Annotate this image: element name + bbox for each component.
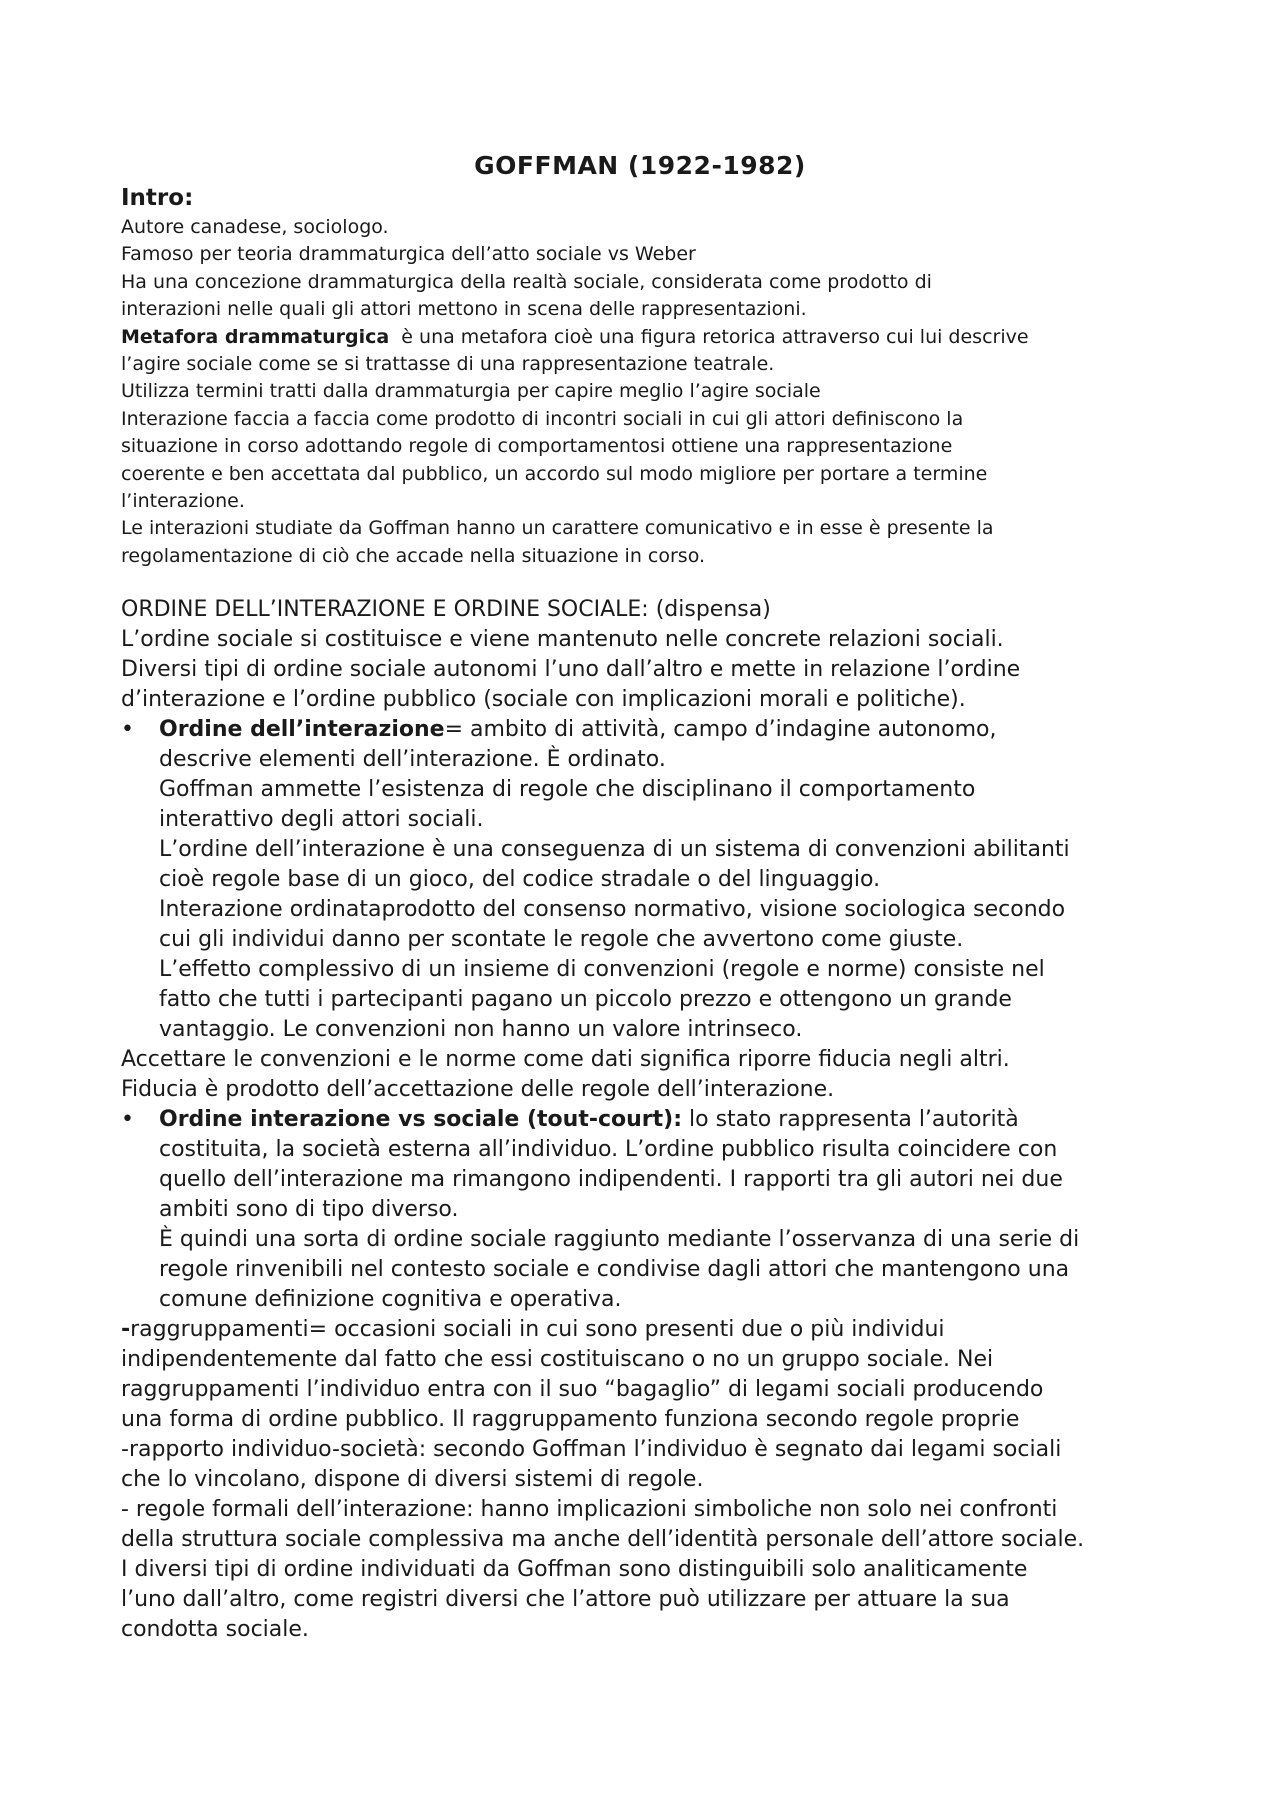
section-line: d’interazione e l’ordine pubblico (sociale con implicazioni morali e politiche). (121, 687, 966, 712)
metafora-text: è una metafora cioè una figura retorica attraverso cui lui descrive (389, 325, 1029, 348)
section-line: Diversi tipi di ordine sociale autonomi l’uno dall’altro e mette in relazione l’ordine (121, 657, 1021, 682)
bullet-continuation: regole rinvenibili nel contesto sociale e condivise dagli attori che mantengono una (159, 1257, 1070, 1282)
bullet-icon: • (121, 717, 134, 742)
bullet-term: Ordine interazione vs sociale (tout-court): (159, 1107, 683, 1132)
bullet-continuation: ambiti sono di tipo diverso. (159, 1197, 459, 1222)
section-line: condotta sociale. (121, 1617, 309, 1642)
intro-line: Le interazioni studiate da Goffman hanno un carattere comunicativo e in esse è presente la (121, 517, 994, 540)
intro-line: interazioni nelle quali gli attori mettono in scena delle rappresentazioni. (121, 298, 807, 321)
bullet-continuation: cui gli individui danno per scontate le regole che avvertono come giuste. (159, 927, 964, 952)
metafora-term: Metafora drammaturgica (121, 325, 390, 348)
bullet-continuation: costituita, la società esterna all’individuo. L’ordine pubblico risulta coincidere con (159, 1137, 1058, 1162)
section-line: - regole formali dell’interazione: hanno implicazioni simboliche non solo nei confronti (121, 1497, 1058, 1522)
bullet-continuation: L’effetto complessivo di un insieme di convenzioni (regole e norme) consiste nel (159, 957, 1045, 982)
section-heading: ORDINE DELL’INTERAZIONE E ORDINE SOCIALE: (dispensa) (121, 597, 771, 622)
intro-line: situazione in corso adottando regole di comportamentosi ottiene una rappresentazione (121, 435, 953, 458)
raggruppamenti-text: raggruppamenti= occasioni sociali in cui sono presenti due o più individui (130, 1317, 945, 1342)
ordine-section (121, 595, 1201, 1645)
intro-line: regolamentazione di ciò che accade nella situazione in corso. (121, 544, 706, 567)
bullet-text: lo stato rappresenta l’autorità (682, 1107, 1019, 1132)
intro-section (121, 183, 1181, 570)
intro-line: coerente e ben accettata dal pubblico, un accordo sul modo migliore per portare a termine (121, 462, 988, 485)
intro-line: Ha una concezione drammaturgica della realtà sociale, considerata come prodotto di (121, 270, 932, 293)
metafora-line (121, 324, 1181, 351)
section-line: L’ordine sociale si costituisce e viene mantenuto nelle concrete relazioni sociali. (121, 627, 1004, 652)
intro-line: Interazione faccia a faccia come prodotto di incontri sociali in cui gli attori definiscono la (121, 407, 964, 430)
bullet-continuation: comune definizione cognitiva e operativa. (159, 1287, 622, 1312)
bullet-continuation: quello dell’interazione ma rimangono indipendenti. I rapporti tra gli autori nei due (159, 1167, 1063, 1192)
bullet-item-ordine-interazione (121, 715, 1201, 745)
intro-line: l’interazione. (121, 490, 245, 513)
raggruppamenti-line (121, 1315, 1201, 1345)
section-line: Accettare le convenzioni e le norme come dati significa riporre fiducia negli altri. (121, 1047, 1010, 1072)
section-line: indipendentemente dal fatto che essi costituiscano o no un gruppo sociale. Nei (121, 1347, 994, 1372)
intro-heading: Intro: (121, 185, 194, 211)
bullet-continuation: È quindi una sorta di ordine sociale raggiunto mediante l’osservanza di una serie di (159, 1227, 1080, 1252)
section-line: l’uno dall’altro, come registri diversi che l’attore può utilizzare per attuare la sua (121, 1587, 1010, 1612)
intro-line: Famoso per teoria drammaturgica dell’atto sociale vs Weber (121, 243, 696, 266)
bullet-continuation: fatto che tutti i partecipanti pagano un piccolo prezzo e ottengono un grande (159, 987, 1012, 1012)
section-line: Fiducia è prodotto dell’accettazione delle regole dell’interazione. (121, 1077, 835, 1102)
bullet-continuation: Interazione ordinataprodotto del consenso normativo, visione sociologica secondo (159, 897, 1066, 922)
page-title: GOFFMAN (1922-1982) (474, 151, 806, 180)
section-line: una forma di ordine pubblico. Il raggruppamento funziona secondo regole proprie (121, 1407, 1020, 1432)
bullet-term: Ordine dell’interazione (159, 717, 445, 742)
bullet-icon: • (121, 1107, 134, 1132)
bullet-text: = ambito di attività, campo d’indagine autonomo, (444, 717, 997, 742)
bullet-continuation: vantaggio. Le convenzioni non hanno un valore intrinseco. (159, 1017, 803, 1042)
bullet-continuation: descrive elementi dell’interazione. È ordinato. (159, 747, 666, 772)
section-line: che lo vincolano, dispone di diversi sistemi di regole. (121, 1467, 704, 1492)
section-line: raggruppamenti l’individuo entra con il suo “bagaglio” di legami sociali producendo (121, 1377, 1044, 1402)
raggruppamenti-dash: - (121, 1317, 131, 1342)
bullet-continuation: L’ordine dell’interazione è una conseguenza di un sistema di convenzioni abilitanti (159, 837, 1070, 862)
bullet-continuation: cioè regole base di un gioco, del codice stradale o del linguaggio. (159, 867, 881, 892)
bullet-continuation: Goffman ammette l’esistenza di regole che disciplinano il comportamento (159, 777, 976, 802)
section-line: I diversi tipi di ordine individuati da Goffman sono distinguibili solo analiticamente (121, 1557, 1028, 1582)
bullet-item-ordine-sociale (121, 1105, 1201, 1135)
intro-line: Autore canadese, sociologo. (121, 216, 389, 238)
section-line: della struttura sociale complessiva ma anche dell’identità personale dell’attore sociale. (121, 1527, 1085, 1552)
bullet-continuation: interattivo degli attori sociali. (159, 807, 484, 832)
section-line: -rapporto individuo-società: secondo Goffman l’individuo è segnato dai legami sociali (121, 1437, 1062, 1462)
intro-line: Utilizza termini tratti dalla drammaturgia per capire meglio l’agire sociale (121, 380, 821, 403)
intro-line: l’agire sociale come se si trattasse di una rappresentazione teatrale. (121, 353, 775, 376)
